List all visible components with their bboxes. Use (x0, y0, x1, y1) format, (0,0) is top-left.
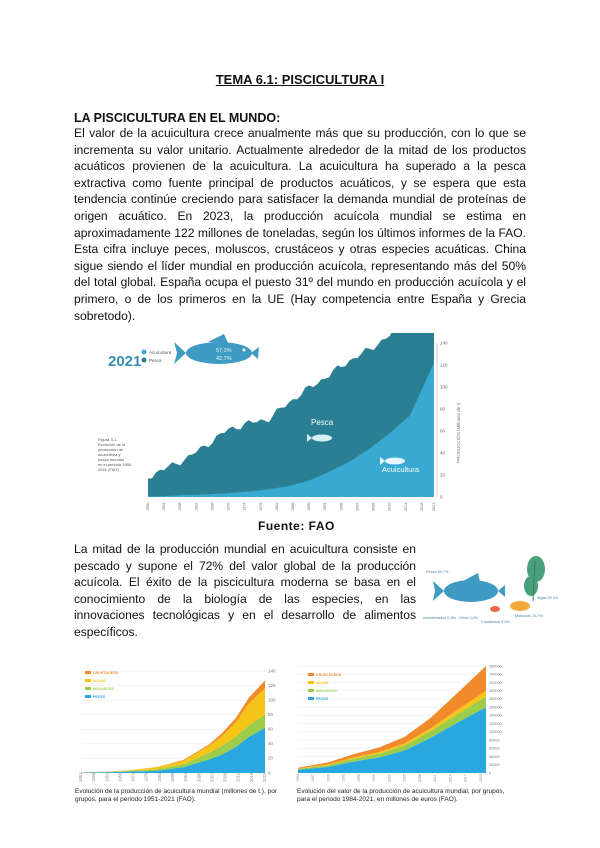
fish-silhouette (433, 573, 505, 602)
main-production-chart (96, 333, 480, 519)
chart-production-by-group (75, 663, 283, 785)
label-otros: Otros 0,4% (459, 616, 478, 620)
y-tick-label: 80 (268, 712, 274, 718)
legend-label: CRUSTÁCEOS (93, 671, 119, 675)
x-tick-label: 1976 (143, 772, 149, 782)
y-tick-label: 80000 (489, 738, 500, 743)
x-tick-label: 2018 (419, 502, 424, 511)
figure-note: Figura 3-1. Evolución de la producción de acuicultura y pesca mundial en el periodo 1950- 2021 (FAO) (98, 437, 133, 472)
y-tick-label: 180000 (489, 697, 502, 702)
year-label: 2021 (108, 353, 142, 370)
caption-right: Evolución del valor de la producción de acuicultura mundial, por grupos, para el periodo 1984-2021, en millones de euros (FAO). (297, 788, 505, 803)
x-tick-label: 1986 (291, 502, 295, 511)
x-tick-label: 2016 (248, 772, 254, 782)
legend-label: PECES (93, 695, 106, 699)
x-tick-label: 1991 (183, 772, 189, 782)
x-tick-label: 1993 (341, 774, 346, 782)
x-tick-label: 1951 (78, 772, 83, 782)
x-tick-label: 2014 (448, 774, 453, 782)
x-tick-label: 1971 (130, 772, 136, 782)
label-moluscos: Moluscos 15,7% (515, 614, 543, 618)
x-tick-label: 1954 (162, 502, 167, 511)
x-tick-label: 2011 (433, 774, 438, 782)
legend-label: MOLUSCOS (316, 689, 337, 693)
y-tick-label: 120 (440, 362, 448, 368)
label-algas: Algas 30,3% (537, 596, 558, 600)
y-tick-label: 20 (440, 472, 446, 478)
algae-silhouette (524, 556, 545, 601)
x-tick-label: 1974 (242, 502, 247, 511)
x-tick-label: 2002 (355, 502, 360, 511)
mollusc-silhouette (510, 601, 530, 611)
caption-left: Evolución de la producción de acuicultura mundial (millones de t.), por grupos, para el periodo 1951-2021 (FAO). (75, 788, 277, 803)
y-tick-label: 0 (440, 494, 443, 500)
y-tick-label: 40000 (489, 754, 500, 759)
legend-label: ALGAS (93, 679, 106, 683)
x-tick-label: 1990 (307, 502, 312, 511)
section-heading: LA PISCICULTURA EN EL MUNDO: (74, 111, 281, 125)
x-tick-label: 2021 (262, 772, 267, 782)
x-tick-label: 1981 (156, 772, 162, 782)
y-tick-label: 80 (440, 406, 446, 412)
y-axis-title: PRODUCCIÓN (Millones de t) (456, 402, 461, 463)
legend-label: MOLUSCOS (93, 687, 114, 691)
x-tick-label: 1999 (372, 774, 377, 782)
x-tick-label: 1978 (258, 502, 263, 511)
y-tick-label: 140 (440, 340, 448, 346)
paragraph-fish: La mitad de la producción mundial en acuicultura consiste en pescado y supone el 72% del valor global de la producción acuícola. El éxito de la piscicultura moderna se basa en el conocimiento de la biología de las especies, en las innovaciones tecnológicas y en el desarrollo de alimentos específicos. (74, 542, 416, 639)
x-tick-label: 2001 (209, 772, 215, 782)
main-y-axis (437, 341, 448, 500)
label-invertebrados: Invertebrados 0,3% (423, 616, 456, 620)
legend-dot-pesca (142, 358, 147, 363)
paragraph-intro: El valor de la acuicultura crece anualmente más que su producción, con lo que se incrementa su valor unitario. Actualmente alrededor de la mitad de los productos acuáticos provienen de la acuicultura. La acuicultura ha superado a la pesca extractiva como fuente principal de productos acuáticos, y se espera que esta tendencia continúe creciendo para satisfacer la demanda mundial de proteínas de origen acuático. En 2023, la producción acuícola mundial se estima en aproximadamente 122 millones de toneladas, según los últimos informes de la FAO. Esta cifra incluye peces, moluscos, crustáceos y otras especies acuáticas. China sigue siendo el líder mundial en producción acuícola, representando más del 50% del total global. España ocupa el puesto 31º del mundo en producción acuícola y el primero, o de los primeros en la UE (Hay competencia entre España y Grecia sobretodo). (74, 126, 526, 323)
y-tick-label: 100 (268, 697, 276, 703)
legend-acuicultura: Acuicultura (149, 350, 172, 355)
y-tick-label: 60 (440, 428, 446, 434)
x-tick-label: 2006 (222, 772, 228, 782)
x-tick-label: 1956 (91, 772, 97, 782)
acuicultura-label: Acuicultura (382, 465, 420, 474)
y-tick-label: 120000 (489, 721, 502, 726)
y-tick-label: 40 (440, 450, 446, 456)
x-tick-label: 2010 (387, 502, 392, 511)
x-tick-label: 1987 (311, 774, 316, 782)
fish-pct-pesca: 42,7% (216, 356, 232, 362)
x-tick-label: 1966 (210, 502, 215, 511)
x-tick-label: 2014 (403, 502, 408, 511)
x-tick-label: 1970 (226, 502, 231, 511)
legend-label: ALGAS (316, 681, 329, 685)
legend-label: CRUSTÁCEOS (316, 673, 342, 677)
y-tick-label: 0 (268, 770, 271, 776)
crustacean-silhouette (490, 606, 500, 612)
y-tick-label: 140000 (489, 713, 502, 718)
label-peces: Peces 50,7% (426, 570, 449, 574)
species-groups-figure (423, 551, 558, 641)
x-tick-label: 1958 (178, 502, 183, 511)
figure-source: Fuente: FAO (258, 519, 335, 533)
legend-swatch (308, 689, 314, 692)
x-tick-label: 1996 (196, 772, 202, 782)
y-tick-label: 260000 (489, 664, 502, 669)
fish-pct-acuicultura: 57,3% (216, 348, 232, 354)
y-tick-label: 20000 (489, 763, 500, 768)
y-tick-label: 60000 (489, 746, 500, 751)
x-tick-label: 1984 (296, 774, 300, 782)
x-tick-label: 1986 (170, 772, 175, 782)
x-tick-label: 1996 (357, 774, 361, 782)
y-tick-label: 240000 (489, 672, 502, 677)
y-tick-label: 200000 (489, 688, 502, 693)
main-x-axis (146, 503, 436, 511)
legend-label: PECES (316, 697, 329, 701)
page-title: TEMA 6.1: PISCICULTURA I (215, 72, 385, 87)
x-tick-label: 2011 (235, 772, 241, 782)
x-tick-label: 1990 (326, 774, 331, 782)
y-tick-label: 20 (268, 755, 274, 761)
x-tick-label: 2021 (432, 502, 436, 511)
x-tick-label: 1962 (194, 502, 199, 511)
x-tick-label: 1994 (323, 502, 328, 511)
x-tick-label: 2006 (371, 502, 376, 511)
label-crustaceos: Crustáceos 5,0% (481, 620, 510, 624)
legend-swatch (85, 679, 91, 682)
x-tick-label: 2002 (387, 774, 392, 782)
legend-swatch (85, 687, 91, 690)
x-tick-label: 2005 (402, 774, 407, 782)
x-tick-label: 1966 (117, 772, 123, 782)
y-tick-label: 100 (440, 384, 448, 390)
y-tick-label: 60 (268, 726, 274, 732)
x-tick-label: 1950 (146, 502, 150, 511)
y-tick-label: 100000 (489, 730, 502, 735)
y-tick-label: 140 (268, 668, 276, 674)
legend-swatch (308, 697, 314, 700)
y-tick-label: 40 (268, 741, 274, 747)
y-tick-label: 120 (268, 682, 276, 688)
legend-dot-acuicultura (142, 350, 147, 355)
legend-swatch (308, 673, 314, 676)
x-tick-label: 2008 (417, 774, 422, 782)
chart-value-by-group (296, 663, 522, 785)
y-tick-label: 160000 (489, 705, 502, 710)
legend-swatch (85, 695, 91, 698)
y-tick-label: 0 (489, 771, 492, 776)
legend-swatch (85, 671, 91, 674)
y-tick-label: 220000 (489, 680, 502, 685)
x-tick-label: 2020 (478, 774, 483, 782)
x-tick-label: 1998 (339, 502, 344, 511)
legend-pesca: Pesca (149, 358, 162, 363)
pesca-label: Pesca (311, 418, 334, 427)
x-tick-label: 2017 (463, 774, 468, 782)
x-tick-label: 1961 (104, 772, 110, 782)
x-tick-label: 1982 (274, 502, 279, 511)
legend-swatch (308, 681, 314, 684)
